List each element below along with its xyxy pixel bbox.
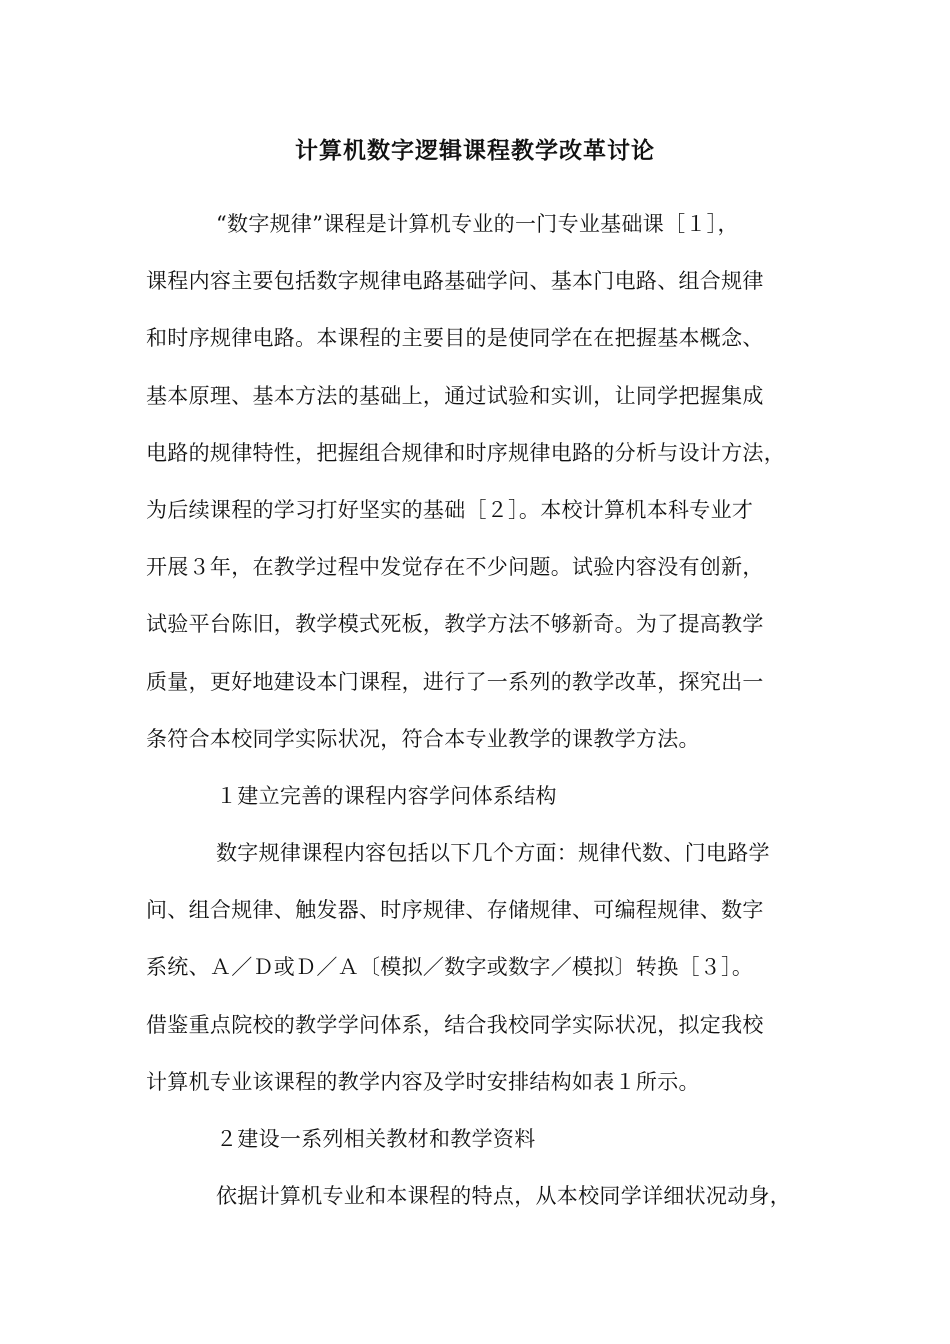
paragraph-1-line-2: 课程内容主要包括数字规律电路基础学问、基本门电路、组合规律: [146, 269, 764, 294]
section-1-heading: １建立完善的课程内容学问体系结构: [216, 783, 557, 808]
paragraph-1-line-1: “数字规律”课程是计算机专业的一门专业基础课［１］，: [216, 212, 739, 236]
paragraph-1-line-9: 质量，更好地建设本门课程，进行了一系列的教学改革，探究出一: [146, 669, 764, 694]
paragraph-2-line-1: 数字规律课程内容包括以下几个方面：规律代数、门电路学: [216, 841, 770, 866]
paragraph-1-line-10: 条符合本校同学实际状况，符合本专业教学的课教学方法。: [146, 726, 700, 751]
paragraph-2-line-2: 问、组合规律、触发器、时序规律、存储规律、可编程规律、数字: [146, 898, 764, 923]
paragraph-2-line-3: 系统、Ａ／Ｄ或Ｄ／Ａ〔模拟／数字或数字／模拟〕转换［３］。: [146, 955, 754, 980]
paragraph-1-line-4: 基本原理、基本方法的基础上，通过试验和实训，让同学把握集成: [146, 383, 764, 408]
paragraph-1-line-5: 电路的规律特性，把握组合规律和时序规律电路的分析与设计方法，: [146, 440, 785, 465]
document-title: 计算机数字逻辑课程教学改革讨论: [295, 138, 655, 164]
paragraph-1-line-6: 为后续课程的学习打好坚实的基础［２］。本校计算机本科专业才: [146, 497, 754, 522]
paragraph-1-line-7: 开展３年，在教学过程中发觉存在不少问题。试验内容没有创新，: [146, 555, 764, 580]
paragraph-3-line-1: 依据计算机专业和本课程的特点，从本校同学详细状况动身，: [216, 1184, 792, 1209]
section-2-heading: ２建设一系列相关教材和教学资料: [216, 1127, 536, 1151]
paragraph-2-line-4: 借鉴重点院校的教学学问体系，结合我校同学实际状况，拟定我校: [146, 1012, 764, 1037]
paragraph-1-line-8: 试验平台陈旧，教学模式死板，教学方法不够新奇。为了提高教学: [146, 612, 764, 637]
paragraph-2-line-5: 计算机专业该课程的教学内容及学时安排结构如表１所示。: [146, 1069, 700, 1094]
document-body: [146, 196, 836, 1225]
paragraph-1-line-3: 和时序规律电路。本课程的主要目的是使同学在在把握基本概念、: [146, 326, 764, 351]
